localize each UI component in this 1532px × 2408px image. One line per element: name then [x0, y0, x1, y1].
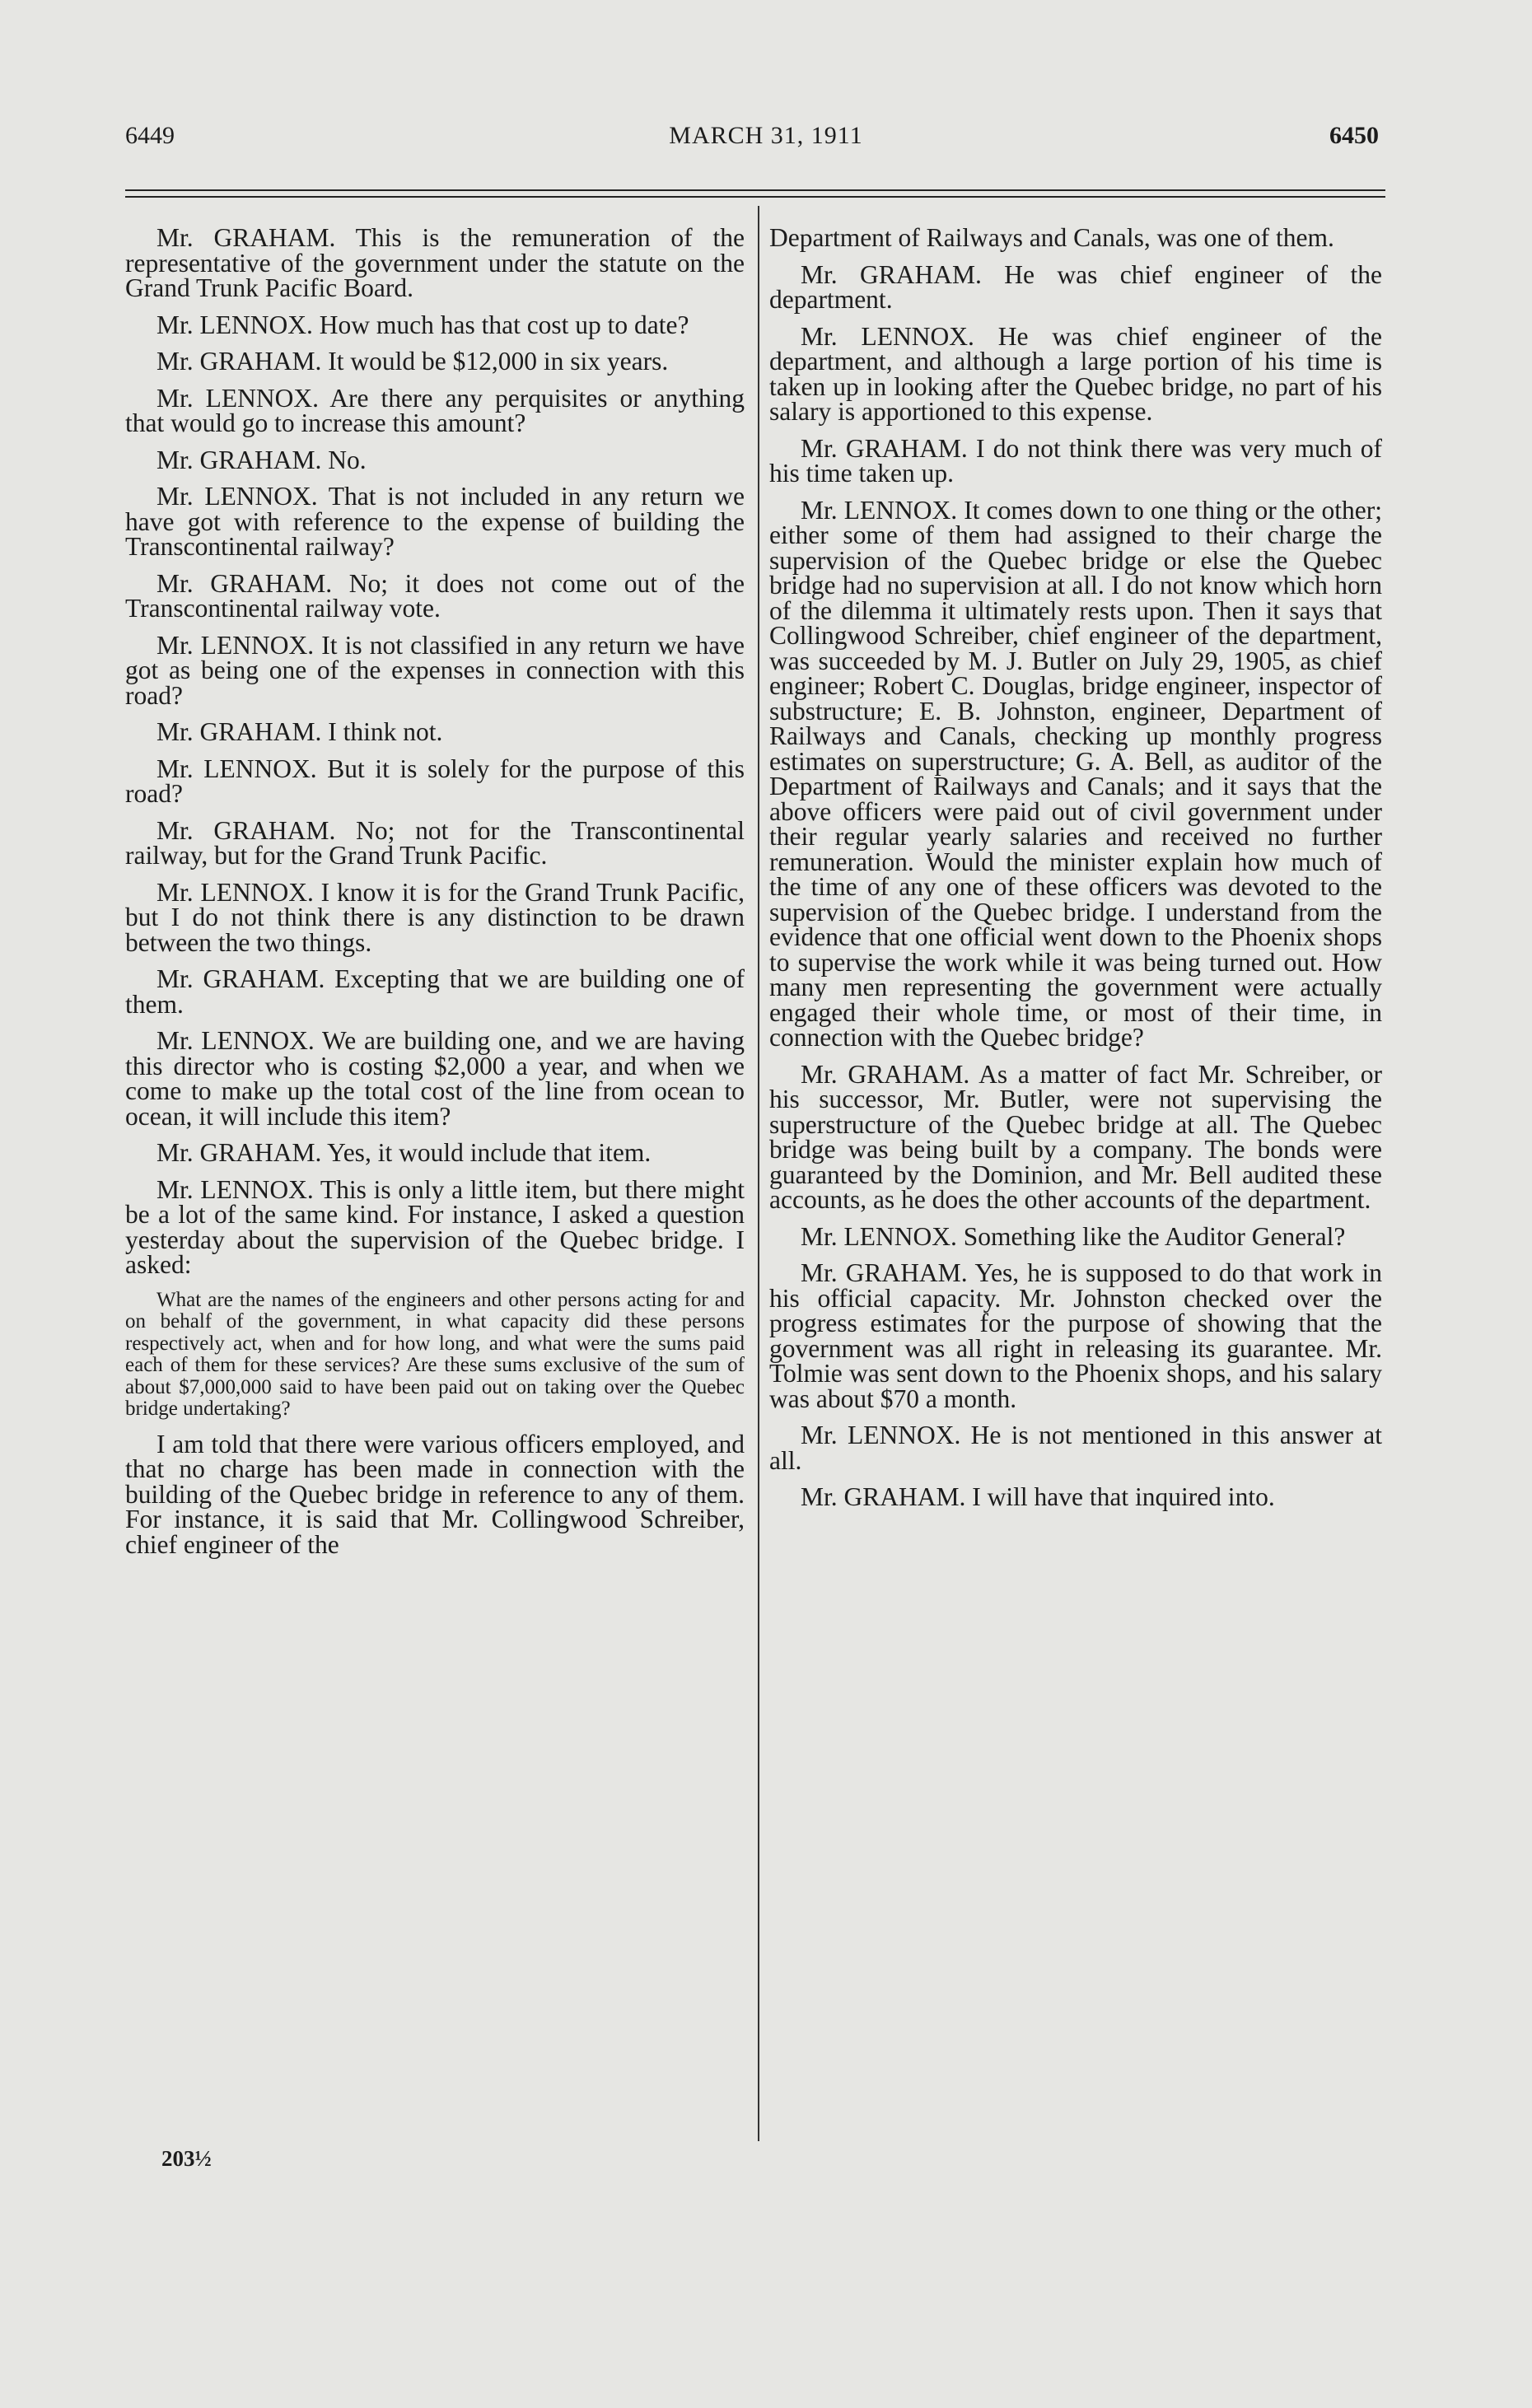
paragraph: Mr. GRAHAM. As a matter of fact Mr. Schreiber, or his successor, Mr. Butler, were not supervising the superstructure of the Quebec bridge at all. The Quebec bridge was being built by a company. The bonds were guaranteed by the Dominion, and Mr. Bell audited these accounts, as he does the other accounts of the department. [769, 1059, 1382, 1214]
paragraph: Mr. LENNOX. He is not mentioned in this answer at all. [769, 1421, 1382, 1475]
paragraph: Mr. GRAHAM. I do not think there was very much of his time taken up. [769, 433, 1382, 488]
signature-mark: 203½ [161, 2146, 212, 2171]
paragraph: Mr. LENNOX. But it is solely for the purpose of this road? [125, 754, 745, 808]
block-quote: What are the names of the engineers and other persons acting for and on behalf of the government, in what capacity did these persons respectively act, when and for how long, and what were the sums paid each of them for these services? Are these sums exclusive of the sum of about $7,000,000 said to have been paid out on taking over the Quebec bridge undertaking? [125, 1288, 745, 1420]
paragraph: Mr. GRAHAM. He was chief engineer of the department. [769, 259, 1382, 314]
column-divider [758, 206, 759, 2141]
paragraph: Mr. LENNOX. How much has that cost up to date? [156, 310, 689, 339]
paragraph: Mr. GRAHAM. This is the remuneration of the representative of the government under the statute on the Grand Trunk Pacific Board. [125, 223, 745, 302]
paragraph: Mr. LENNOX. Something like the Auditor General? [801, 1221, 1346, 1251]
paragraph: Mr. GRAHAM. Yes, it would include that item. [156, 1138, 652, 1167]
paragraph: Mr. LENNOX. Are there any perquisites or anything that would go to increase this amount? [125, 383, 745, 437]
paragraph: Mr. GRAHAM. I will have that inquired into. [801, 1482, 1275, 1511]
left-column [125, 223, 745, 1569]
paragraph: I am told that there were various officers employed, and that no charge has been made in connection with the building of the Quebec bridge in reference to any of them. For instance, it is said that Mr. Collingwood Schreiber, chief engineer of the [125, 1429, 745, 1559]
paragraph: Mr. LENNOX. It is not classified in any return we have got as being one of the expenses in connection with this road? [125, 630, 745, 710]
paragraph: Mr. LENNOX. This is only a little item, but there might be a lot of the same kind. For instance, I asked a question yesterday about the supervision of the Quebec bridge. I asked: [125, 1174, 745, 1279]
paragraph: Mr. GRAHAM. I think not. [156, 717, 443, 746]
header-rule [125, 189, 1385, 191]
paragraph: Mr. GRAHAM. Yes, he is supposed to do that work in his official capacity. Mr. Johnston checked over the progress estimates for the purpose of showing that the government was all right in releasing its guarantee. Mr. Tolmie was sent down to the Phoenix shops, and his salary was about $70 a month. [769, 1258, 1382, 1413]
right-column [769, 223, 1382, 1522]
paragraph: Mr. LENNOX. He was chief engineer of the department, and although a large portion of his time is taken up in looking after the Quebec bridge, no part of his salary is apportioned to this expense. [769, 321, 1382, 426]
paragraph: Mr. GRAHAM. Excepting that we are building one of them. [125, 964, 745, 1019]
paragraph: Mr. LENNOX. I know it is for the Grand Trunk Pacific, but I do not think there is any distinction to be drawn between the two things. [125, 877, 745, 957]
paragraph: Mr. GRAHAM. It would be $12,000 in six years. [156, 347, 669, 376]
page-number-right: 6450 [1329, 122, 1379, 149]
page-date: MARCH 31, 1911 [669, 122, 863, 149]
paragraph: Mr. LENNOX. That is not included in any return we have got with reference to the expense of building the Transcontinental railway? [125, 482, 745, 561]
paragraph: Mr. LENNOX. It comes down to one thing or the other; either some of them had assigned to their charge the supervision of the Quebec bridge or else the Quebec bridge had no supervision at all. I do not know which horn of the dilemma it ultimately rests upon. Then it says that Collingwood Schreiber, chief engineer of the department, was succeeded by M. J. Butler on July 29, 1905, as chief engineer; Robert C. Douglas, bridge engineer, inspector of substructure; E. B. Johnston, engineer, Department of Railways and Canals, checking up monthly progress estimates on superstructure; G. A. Bell, as auditor of the Department of Railways and Canals; and it says that the above officers were paid out of civil government under their regular yearly salaries and received no further remuneration. Would the minister explain how much of the time of any one of these officers was devoted to the supervision of the Quebec bridge. I understand from the evidence that one official went down to the Phoenix shops to supervise the work while it was being turned out. How many men representing the government were actually engaged their whole time, or most of their time, in connection with the Quebec bridge? [769, 495, 1382, 1052]
paragraph: Mr. GRAHAM. No. [156, 445, 367, 474]
header-rule [125, 196, 1385, 198]
paragraph: Mr. LENNOX. We are building one, and we are having this director who is costing $2,000 a year, and when we come to make up the total cost of the line from ocean to ocean, it will include this item? [125, 1026, 745, 1131]
paragraph: Mr. GRAHAM. No; not for the Transcontinental railway, but for the Grand Trunk Pacific. [125, 815, 745, 870]
page-number-left: 6449 [125, 122, 175, 149]
paragraph-continuation: Department of Railways and Canals, was one of them. [769, 223, 1334, 252]
paragraph: Mr. GRAHAM. No; it does not come out of the Transcontinental railway vote. [125, 568, 745, 623]
